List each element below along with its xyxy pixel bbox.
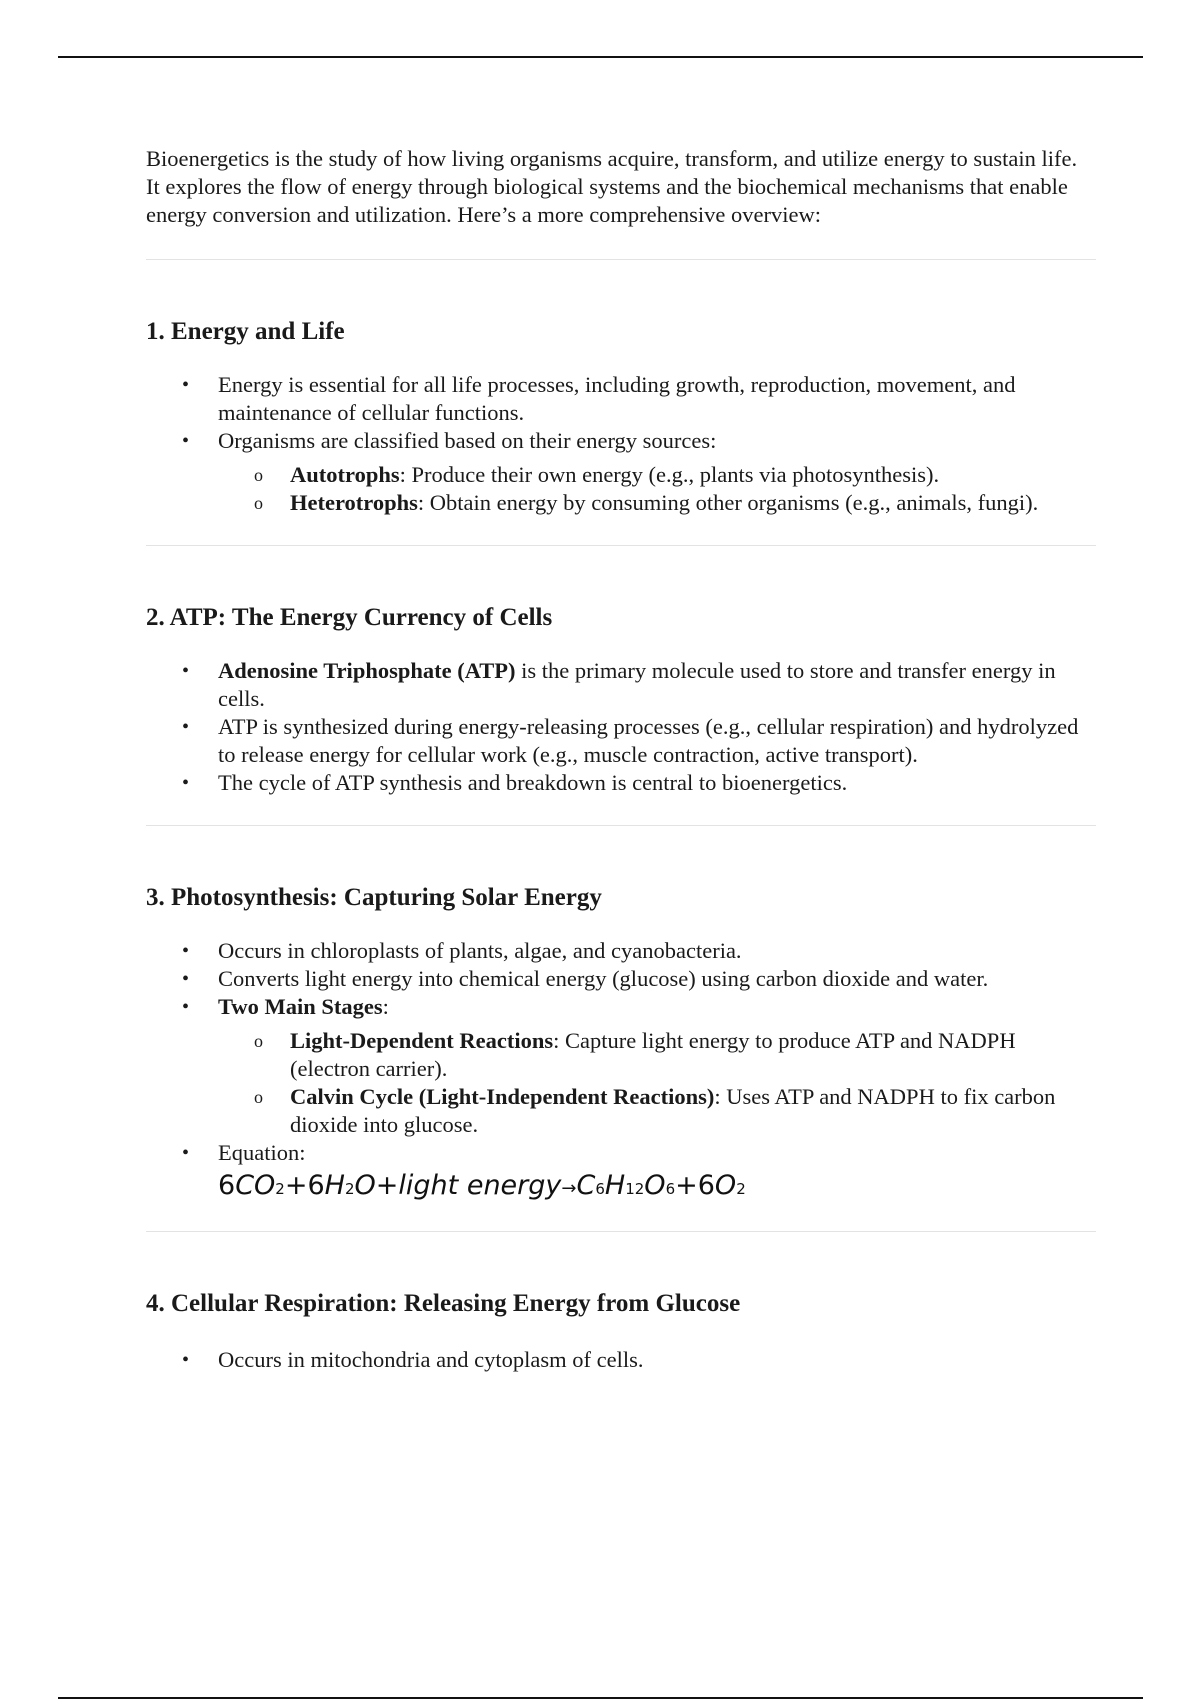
list-item-text: is the primary molecule used to store and transfer energy in cells. [218,658,1056,711]
eq-symbol: O [644,1170,666,1201]
term-light-dependent: Light-Dependent Reactions [290,1028,554,1053]
list-item [146,713,1096,769]
list-item [146,937,1096,965]
eq-symbol: H [324,1170,345,1201]
page-top-rule [58,56,1143,58]
eq-operator: + [375,1170,399,1201]
eq-subscript: 6 [665,1180,676,1198]
definition-text: : Capture light energy to produce ATP and NADPH (electron carrier). [290,1028,1016,1081]
photosynthesis-list [146,937,1096,1206]
list-item [146,965,1096,993]
definition-text: : Uses ATP and NADPH to fix carbon dioxide into glucose. [290,1084,1056,1137]
section-heading-atp: 2. ATP: The Energy Currency of Cells [146,604,553,631]
eq-subscript: 2 [736,1180,746,1198]
eq-symbol: O [354,1170,376,1201]
term-two-main-stages: Two Main Stages [218,994,383,1019]
eq-subscript: 12 [625,1180,645,1198]
list-item-text: Organisms are classified based on their energy sources: [218,428,717,453]
section-divider [146,1231,1096,1232]
eq-light-energy: light energy [398,1170,562,1201]
respiration-list [146,1346,1096,1374]
equation-label: Equation: [218,1140,306,1165]
definition-text: : Obtain energy by consuming other organisms (e.g., animals, fungi). [417,490,1039,515]
term-heterotrophs: Heterotrophs [290,490,418,515]
list-item-text: Occurs in chloroplasts of plants, algae, and cyanobacteria. [218,938,742,963]
section-heading-energy-and-life: 1. Energy and Life [146,318,345,345]
eq-subscript: 6 [595,1180,605,1198]
section-heading-cellular-respiration: 4. Cellular Respiration: Releasing Energy from Glucose [146,1290,741,1317]
organism-types-sublist [218,461,1096,517]
intro-paragraph: Bioenergetics is the study of how living organisms acquire, transform, and utilize energy to sustain life. It explores the flow of energy through biological systems and the biochemical mechanisms that enable energy conversion and utilization. Here’s a more comprehensive overview: [146,146,1078,227]
list-item [146,993,1096,1139]
eq-coefficient: 6 [218,1170,236,1201]
eq-symbol: O [714,1170,737,1201]
section-heading-photosynthesis: 3. Photosynthesis: Capturing Solar Energy [146,884,602,911]
list-item-equation [146,1139,1096,1206]
eq-operator: +6 [284,1170,325,1201]
list-item [146,769,1096,797]
list-item [146,1346,1096,1374]
list-item [146,657,1096,713]
list-item-text: Energy is essential for all life processes, including growth, reproduction, movement, and maintenance of cellular functions. [218,372,1016,425]
section-divider [146,545,1096,546]
sublist-item-heterotrophs [218,489,1096,517]
term-calvin-cycle: Calvin Cycle (Light-Independent Reactions) [290,1084,715,1109]
section-divider [146,259,1096,260]
sublist-item-calvin-cycle [218,1083,1096,1139]
eq-symbol: CO [235,1170,276,1201]
list-item-text: Converts light energy into chemical energy (glucose) using carbon dioxide and water. [218,966,989,991]
eq-subscript: 2 [275,1180,285,1198]
sublist-item-light-dependent [218,1027,1096,1083]
document-body [146,145,1096,1374]
energy-life-list [146,371,1096,517]
eq-subscript: 2 [344,1180,355,1198]
eq-symbol: C [576,1170,596,1201]
list-item [146,427,1096,517]
atp-list [146,657,1096,797]
section-divider [146,825,1096,826]
eq-arrow: → [561,1178,577,1199]
list-item-text: The cycle of ATP synthesis and breakdown is central to bioenergetics. [218,770,848,795]
eq-symbol: H [604,1170,626,1201]
list-item [146,371,1096,427]
list-item-text: ATP is synthesized during energy-releasing processes (e.g., cellular respiration) and hydrolyzed to release energy for cellular work (e.g., muscle contraction, active transport). [218,714,1079,767]
sublist-item-autotrophs [218,461,1096,489]
list-item-text: Occurs in mitochondria and cytoplasm of cells. [218,1347,644,1372]
term-autotrophs: Autotrophs [290,462,400,487]
eq-operator: +6 [675,1170,715,1201]
photosynthesis-equation [218,1169,1096,1206]
term-atp: Adenosine Triphosphate (ATP) [218,658,516,683]
colon: : [382,994,389,1019]
page-bottom-rule [58,1697,1143,1699]
stages-sublist [218,1027,1096,1139]
definition-text: : Produce their own energy (e.g., plants via photosynthesis). [399,462,940,487]
